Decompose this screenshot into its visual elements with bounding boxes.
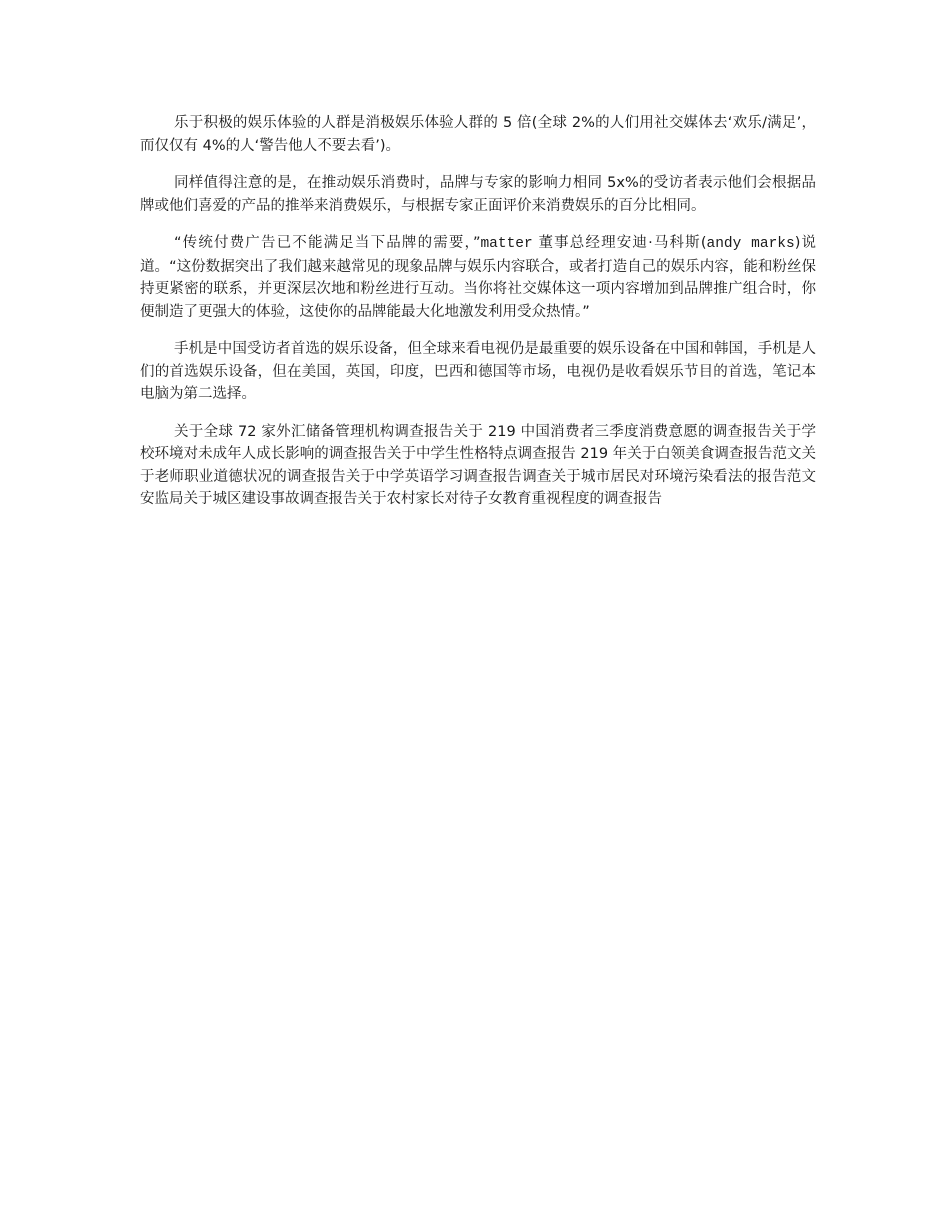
paragraph-3-text-a: “传统付费广告已不能满足当下品牌的需要，”: [174, 235, 481, 251]
document-body: [140, 112, 816, 526]
paragraph-5: [140, 421, 816, 511]
paragraph-3-company-name: matter: [480, 236, 533, 252]
paragraph-1-text: 乐于积极的娱乐体验的人群是消极娱乐体验人群的 5 倍(全球 2%的人们用社交媒体去‘欢乐/满足’，而仅仅有 4%的人‘警告他人不要去看’)。: [140, 115, 816, 154]
paragraph-5-text: 关于全球 72 家外汇储备管理机构调查报告关于 219 中国消费者三季度消费意愿的调查报告关于学校环境对未成年人成长影响的调查报告关于中学生性格特点调查报告 219 年关于白领美食调查报告范文关于老师职业道德状况的调查报告关于中学英语学习调查报告调查关于城市居民对环境污染看法的报告范文安监局关于城区建设事故调查报告关于农村家长对待子女教育重视程度的调查报告: [140, 423, 816, 507]
paragraph-3-text-c: )说道。“这份数据突出了我们越来越常见的现象品牌与娱乐内容联合，或者打造自己的娱乐内容，能和粉丝保持更紧密的联系，并更深层次地和粉丝进行互动。当你将社交媒体这一项内容增加到品牌推广组合时，你便制造了更强大的体验，这使你的品牌能最大化地激发利用受众热情。”: [140, 235, 817, 320]
paragraph-4-text: 手机是中国受访者首选的娱乐设备，但全球来看电视仍是最重要的娱乐设备在中国和韩国，手机是人们的首选娱乐设备，但在美国，英国，印度，巴西和德国等市场，电视仍是收看娱乐节目的首选，笔记本电脑为第二选择。: [140, 341, 816, 402]
paragraph-2: [140, 172, 816, 217]
paragraph-4: [140, 338, 816, 406]
paragraph-3: [140, 232, 816, 323]
paragraph-3-text-b: 董事总经理安迪·马科斯(: [532, 235, 707, 251]
paragraph-1: [140, 112, 816, 157]
paragraph-2-text: 同样值得注意的是，在推动娱乐消费时，品牌与专家的影响力相同 5x%的受访者表示他们会根据品牌或他们喜爱的产品的推举来消费娱乐，与根据专家正面评价来消费娱乐的百分比相同。: [140, 175, 816, 214]
paragraph-3-person-name: andy marks: [706, 236, 795, 252]
